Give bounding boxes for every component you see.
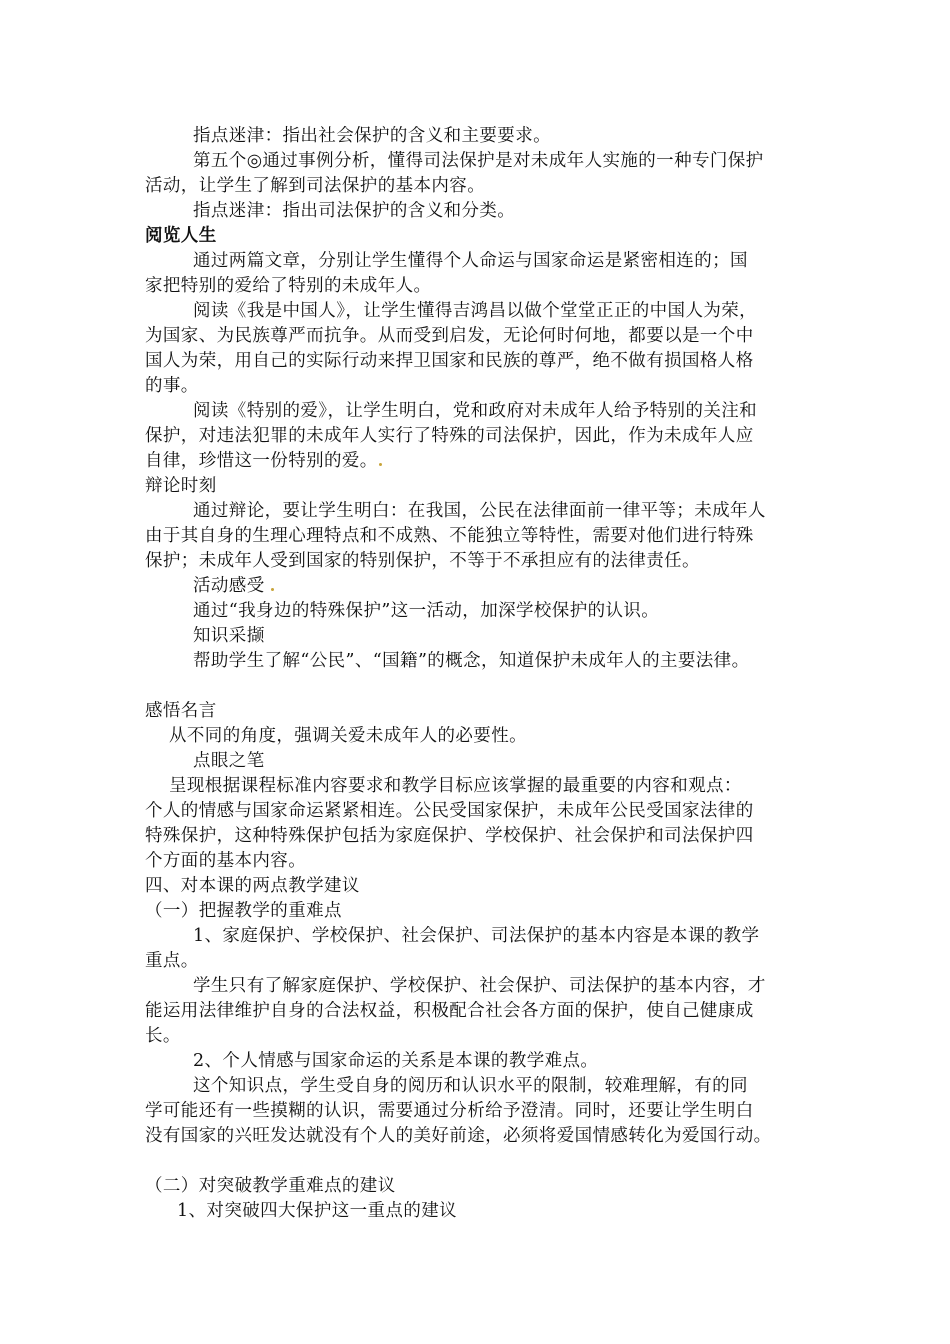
section-heading: 1、对突破四大保护这一重点的建议 (177, 1201, 458, 1221)
text-line: 保护，对违法犯罪的未成年人实行了特殊的司法保护，因此，作为未成年人应 (145, 426, 754, 446)
section-heading: （二）对突破教学重难点的建议 (145, 1176, 396, 1196)
text-line: 这个知识点，学生受自身的阅历和认识水平的限制，较难理解，有的同 (193, 1076, 748, 1096)
text-line: 呈现根据课程标准内容要求和教学目标应该掌握的最重要的内容和观点： (169, 776, 742, 796)
text-line: 阅读《我是中国人》，让学生懂得吉鸿昌以做个堂堂正正的中国人为荣， (193, 301, 758, 321)
text-line: 指点迷津：指出社会保护的含义和主要要求。 (193, 126, 551, 146)
text-line: 长。 (145, 1026, 181, 1046)
section-heading (193, 574, 275, 598)
section-heading: 辩论时刻 (145, 476, 217, 496)
text-line: 个人的情感与国家命运紧紧相连。公民受国家保护，未成年公民受国家法律的 (145, 801, 754, 821)
section-heading: 感悟名言 (145, 701, 217, 721)
decorative-dot (271, 588, 274, 591)
section-heading: （一）把握教学的重难点 (145, 901, 342, 921)
section-heading: 四、对本课的两点教学建议 (145, 876, 360, 896)
text-line: 学可能还有一些摸糊的认识，需要通过分析给予澄清。同时，还要让学生明白 (145, 1101, 754, 1121)
text-line: 2、个人情感与国家命运的关系是本课的教学难点。 (193, 1051, 599, 1071)
text-line: 指点迷津：指出司法保护的含义和分类。 (193, 201, 516, 221)
text-line: 的事。 (145, 376, 199, 396)
text-line: 通过“我身边的特殊保护”这一活动，加深学校保护的认识。 (193, 601, 660, 621)
section-heading-text: 活动感受 (193, 576, 265, 596)
text-line: 帮助学生了解“公民”、“国籍”的概念，知道保护未成年人的主要法律。 (193, 651, 750, 671)
text-line: 1、家庭保护、学校保护、社会保护、司法保护的基本内容是本课的教学 (193, 926, 760, 946)
section-heading: 阅览人生 (145, 226, 217, 246)
text-line: 活动，让学生了解到司法保护的基本内容。 (145, 176, 486, 196)
text-line: 第五个◎通过事例分析，懂得司法保护是对未成年人实施的一种专门保护 (193, 151, 764, 171)
text-line: 个方面的基本内容。 (145, 851, 307, 871)
text-line: 重点。 (145, 951, 199, 971)
text-line: 通过两篇文章，分别让学生懂得个人命运与国家命运是紧密相连的；国 (193, 251, 748, 271)
text-line: 能运用法律维护自身的合法权益，积极配合社会各方面的保护，使自己健康成 (145, 1001, 754, 1021)
text-line: 家把特别的爱给了特别的未成年人。 (145, 276, 432, 296)
text-line: 保护；未成年人受到国家的特别保护，不等于不承担应有的法律责任。 (145, 551, 700, 571)
text-line: 通过辩论，要让学生明白：在我国，公民在法律面前一律平等；未成年人 (193, 501, 766, 521)
text-line: 国人为荣，用自己的实际行动来捍卫国家和民族的尊严，绝不做有损国格人格 (145, 351, 754, 371)
text-line: 从不同的角度，强调关爱未成年人的必要性。 (169, 726, 527, 746)
text-line: 为国家、为民族尊严而抗争。从而受到启发，无论何时何地，都要以是一个中 (145, 326, 754, 346)
decorative-dot (379, 463, 382, 466)
text-line: 由于其自身的生理心理特点和不成熟、不能独立等特性，需要对他们进行特殊 (145, 526, 754, 546)
section-heading: 点眼之笔 (193, 751, 265, 771)
text-line: 特殊保护，这种特殊保护包括为家庭保护、学校保护、社会保护和司法保护四 (145, 826, 754, 846)
text-line: 没有国家的兴旺发达就没有个人的美好前途，必须将爱国情感转化为爱国行动。 (145, 1126, 772, 1146)
section-heading: 知识采撷 (193, 626, 265, 646)
text-line: 学生只有了解家庭保护、学校保护、社会保护、司法保护的基本内容，才 (193, 976, 766, 996)
text-line-content: 自律，珍惜这一份特别的爱。 (145, 451, 378, 471)
text-line (145, 449, 383, 473)
text-line: 阅读《特别的爱》，让学生明白，党和政府对未成年人给予特别的关注和 (193, 401, 758, 421)
